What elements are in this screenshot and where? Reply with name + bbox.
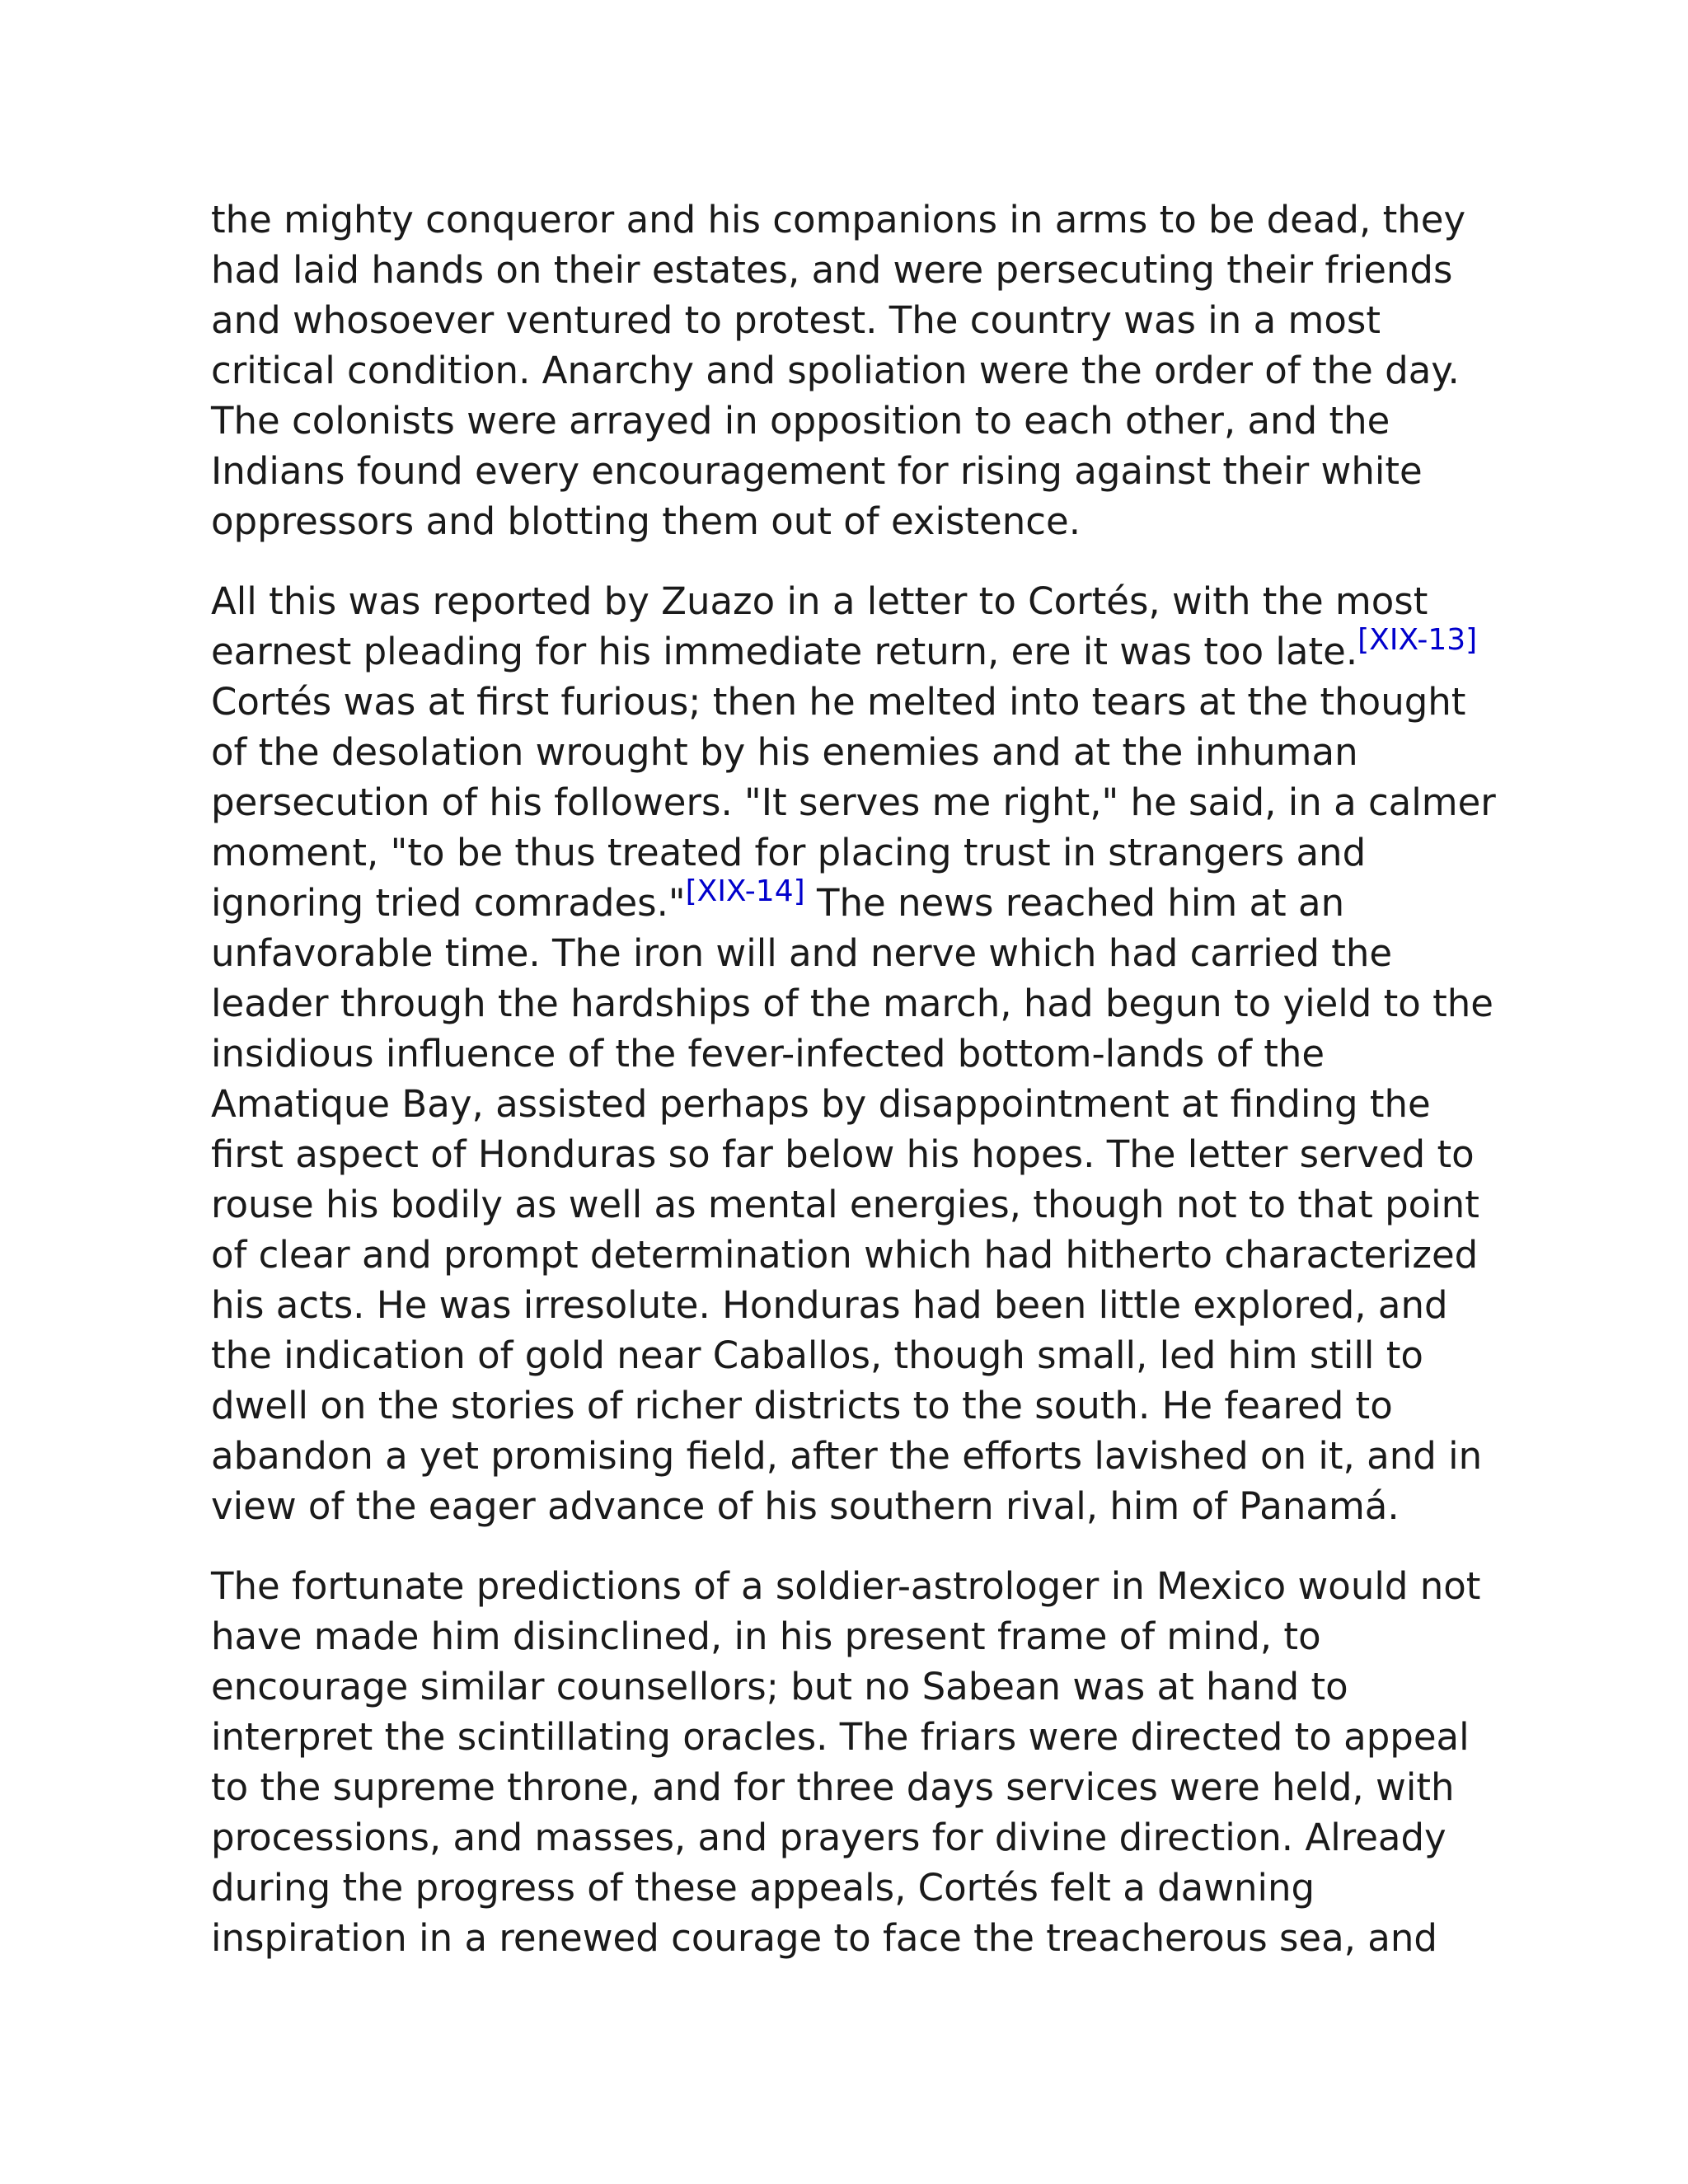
document-page	[211, 194, 1497, 1993]
paragraph-text: the mighty conqueror and his companions in arms to be dead, they had laid hands on their estates, and were persecuting their friends and whosoever ventured to protest. The country was in a most critical condition. Anarchy and spoliation were the order of the day. The colonists were arrayed in opposition to each other, and the Indians found every encouragement for rising against their white oppressors and blotting them out of existence.	[211, 198, 1466, 543]
paragraph-text: The news reached him at an unfavorable time. The iron will and nerve which had carried the leader through the hardships of the march, had begun to yield to the insidious influence of the fever-infected bottom-lands of the Amatique Bay, assisted perhaps by disappointment at finding the first aspect of Honduras so far below his hopes. The letter served to rouse his bodily as well as mental energies, though not to that point of clear and prompt determination which had hitherto characterized his acts. He was irresolute. Honduras had been little explored, and the indication of gold near Caballos, though small, led him still to dwell on the stories of richer districts to the south. He feared to abandon a yet promising field, after the efforts lavished on it, and in view of the eager advance of his southern rival, him of Panamá.	[211, 881, 1493, 1528]
paragraph-3	[211, 1561, 1497, 1963]
paragraph-text: The fortunate predictions of a soldier-astrologer in Mexico would not have made him disinclined, in his present frame of mind, to encourage similar counsellors; but no Sabean was at hand to interpret the scintillating oracles. The friars were directed to appeal to the supreme throne, and for three days services were held, with processions, and masses, and prayers for divine direction. Already during the progress of these appeals, Cortés felt a dawning inspiration in a renewed courage to face the treacherous sea, and	[211, 1564, 1481, 1960]
paragraph-2	[211, 576, 1497, 1531]
footnote-link-xix-13[interactable]: [XIX-13]	[1357, 623, 1478, 657]
paragraph-1	[211, 194, 1497, 546]
footnote-link-xix-14[interactable]: [XIX-14]	[685, 874, 805, 908]
paragraph-text: Cortés was at first furious; then he melted into tears at the thought of the desolation wrought by his enemies and at the inhuman persecution of his followers. "It serves me right," he said, in a calmer moment, "to be thus treated for placing trust in strangers and ignoring tried comrades."	[211, 680, 1496, 925]
paragraph-text: All this was reported by Zuazo in a letter to Cortés, with the most earnest pleading for his immediate return, ere it was too late.	[211, 579, 1428, 673]
